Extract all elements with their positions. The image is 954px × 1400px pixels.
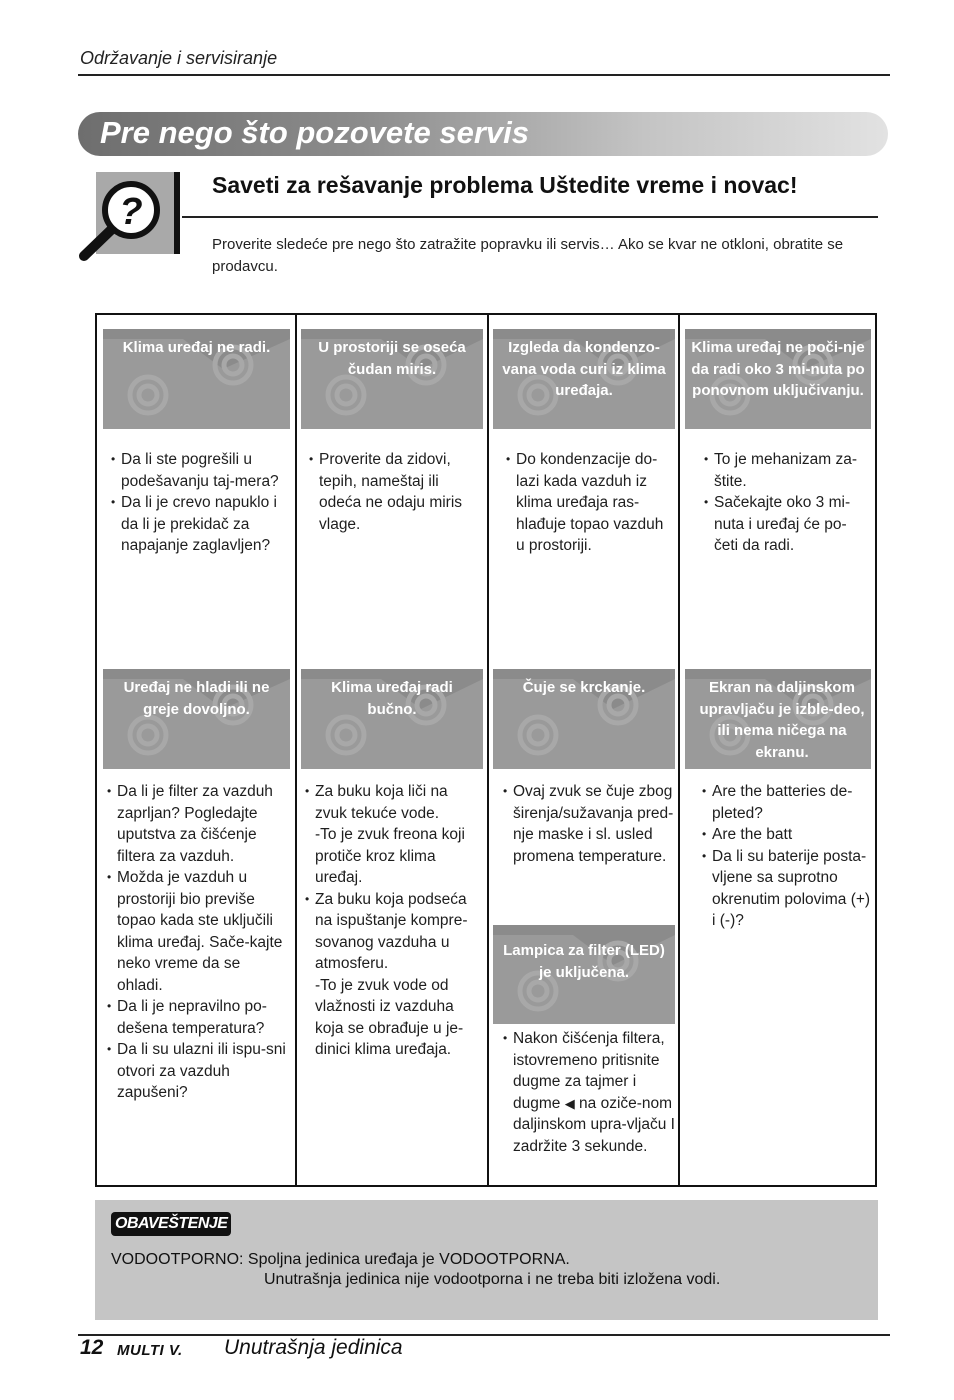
problem-checklist (107, 781, 287, 1104)
left-arrow-icon: ◀ (564, 1095, 575, 1111)
list-item: • Are the batt (702, 824, 874, 846)
list-item: • Do kondenzacije do-lazi kada vazduh iz klima uređaja ras-hlađuje topao vazduh u prostoriji. (506, 449, 674, 557)
list-subitem: -To je zvuk freona koji protiče kroz klima uređaj. (315, 826, 465, 886)
problem-title: U prostoriji se oseća čudan miris. (318, 339, 466, 378)
svg-text:?: ? (119, 191, 143, 233)
list-item: • Sačekajte oko 3 mi-nuta i uređaj će po-četi da radi. (704, 492, 870, 557)
problem-tile (493, 925, 675, 1024)
grid-divider (295, 313, 297, 1187)
grid-divider (487, 313, 489, 1187)
list-subitem: -To je zvuk vode od vlažnosti iz vazduha koja se obrađuje u je-dinici klima uređaja. (315, 976, 464, 1058)
list-item: • Da li je filter za vazduh zaprljan? Pogledajte uputstva za čišćenje filtera za vazduh. (107, 781, 287, 867)
page-number: 12 (80, 1336, 104, 1359)
section-label: Održavanje i servisiranje (80, 48, 278, 68)
list-item-text: na oziče-nom daljinskom upra-vljaču I zadržite 3 sekunde. (513, 1094, 675, 1155)
notice-box (95, 1200, 878, 1320)
problem-tile (103, 329, 290, 429)
list-item: • Da li je nepravilno po-dešena temperatura? (107, 996, 287, 1039)
multi-v-logo (117, 1340, 209, 1360)
brand-wordmark: MULTI V. (117, 1342, 183, 1359)
top-rule (78, 74, 890, 76)
list-item-text: Za buku koja liči na zvuk tekuće vode. (315, 783, 448, 822)
problem-checklist (503, 781, 675, 867)
list-item: • Da li su baterije posta-vljene sa suprotno okrenutim polovima (+) i (-)? (702, 846, 874, 932)
problem-checklist (305, 781, 483, 1061)
list-item: • Ovaj zvuk se čuje zbog širenja/sužavanja pred-nje maske i sl. usled promena temperature. (503, 781, 675, 867)
subtitle-rule (182, 216, 878, 218)
list-item: • Da li je crevo napuklo i da li je prekidač za napajanje zaglavljen? (111, 492, 286, 557)
problem-title: Lampica za filter (LED) je uključena. (503, 942, 665, 981)
tips-subtitle: Saveti za rešavanje problema Uštedite vreme i novac! (212, 172, 798, 198)
problem-checklist (503, 1028, 675, 1157)
list-item (503, 1028, 675, 1157)
problem-checklist (111, 449, 286, 557)
problem-title: Izgleda da kondenzo-vana voda curi iz klima uređaja. (502, 339, 666, 399)
bottom-rule (78, 1334, 890, 1336)
list-item: • Možda je vazduh u prostoriji bio previše topao kada ste uključili klima uređaj. Sače-kajte neko vreme da se ohladi. (107, 867, 287, 996)
list-item: • Proverite da zidovi, tepih, nameštaj ili odeća ne odaju miris vlage. (309, 449, 481, 535)
page-title: Pre nego što pozovete servis (100, 115, 529, 150)
list-item (305, 889, 483, 1061)
list-item (305, 781, 483, 889)
problem-title: Klima uređaj ne poči-nje da radi oko 3 mi-nuta po ponovnom uključivanju. (691, 339, 865, 399)
problem-checklist (704, 449, 870, 557)
problem-checklist (702, 781, 874, 932)
problem-tile (493, 669, 675, 769)
problem-tile (301, 329, 483, 429)
list-item-text: Nakon čišćenja filtera, istovremeno pritisnite dugme za tajmer i dugme (513, 1030, 665, 1112)
list-item: • To je mehanizam za-štite. (704, 449, 870, 492)
list-item-text: Za buku koja podseća na ispuštanje kompre-sovanog vazduha u atmosferu. (315, 890, 468, 972)
problem-tile (103, 669, 290, 769)
problem-tile (685, 669, 871, 769)
problem-tile (493, 329, 675, 429)
grid-divider (678, 313, 680, 1187)
problem-title: Ekran na daljinskom upravljaču je izble-deo, ili nema ničega na ekranu. (699, 679, 865, 761)
problem-checklist (309, 449, 481, 535)
notice-line: VODOOTPORNO: Spoljna jedinica uređaja je VODOOTPORNA. (111, 1251, 570, 1268)
problem-title: Čuje se krckanje. (522, 679, 646, 696)
problem-checklist (506, 449, 674, 557)
notice-badge: OBAVEŠTENJE (111, 1212, 231, 1236)
problem-title: Klima uređaj radi bučno. (331, 679, 453, 718)
problem-tile (685, 329, 871, 429)
problem-title: Uređaj ne hladi ili ne greje dovoljno. (123, 679, 270, 718)
list-item: • Da li su ulazni ili ispu-sni otvori za vazduh zapušeni? (107, 1039, 287, 1104)
notice-line: Unutrašnja jedinica nije vodootporna i ne treba biti izložena vodi. (264, 1271, 721, 1288)
list-item: • Are the batteries de-pleted? (702, 781, 874, 824)
list-item: • Da li ste pogrešili u podešavanju taj-mera? (111, 449, 286, 492)
problem-tile (301, 669, 483, 769)
footer-title: Unutrašnja jedinica (224, 1336, 403, 1359)
problem-title: Klima uređaj ne radi. (122, 339, 271, 356)
tips-intro: Proverite sledeće pre nego što zatražite popravku ili servis… Ako se kvar ne otkloni, obratite se prodavcu. (212, 236, 844, 275)
help-magnifier-icon (78, 170, 182, 262)
title-banner (78, 112, 888, 156)
